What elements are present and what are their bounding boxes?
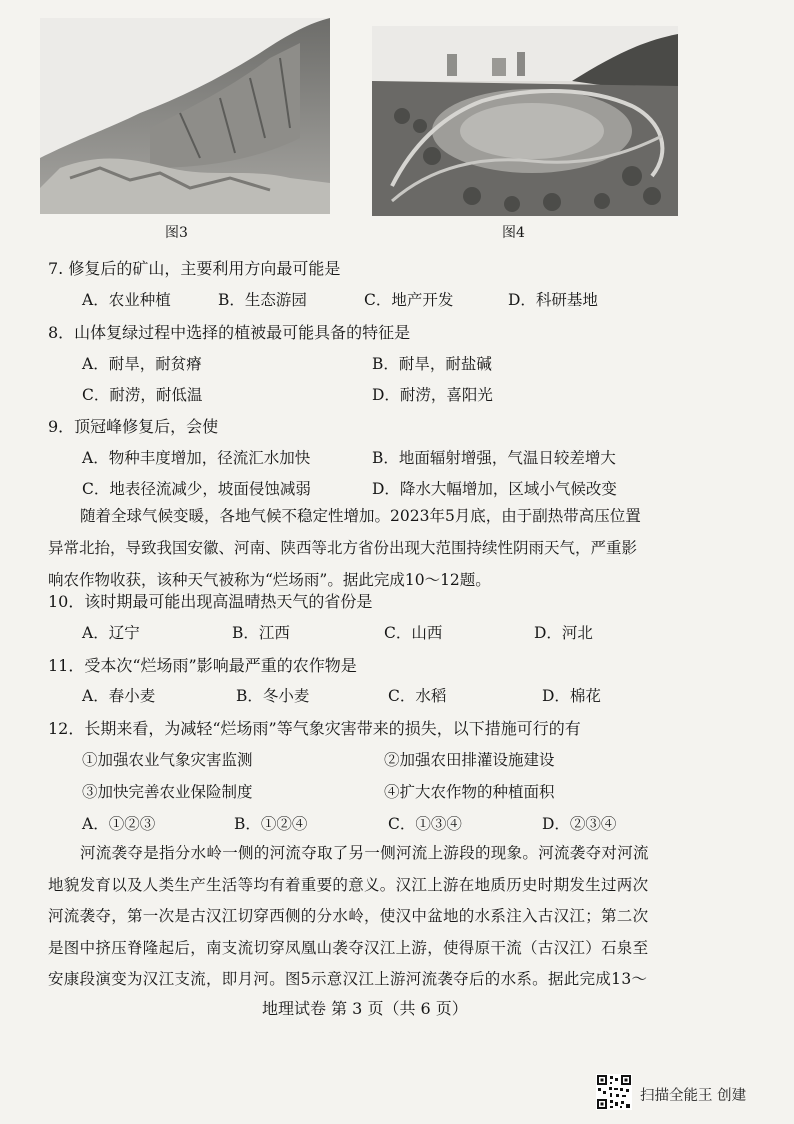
question-10-option-b: B．江西 — [232, 624, 290, 642]
question-11-option-a: A．春小麦 — [82, 687, 156, 705]
question-10-option-d: D．河北 — [534, 624, 593, 642]
figure-4-caption: 图4 — [502, 225, 525, 241]
passage-2-line-4: 是图中挤压脊隆起后，南支流切穿凤凰山袭夺汉江上游，使得原干流（古汉江）石泉至 — [48, 938, 649, 957]
passage-1 — [48, 500, 641, 596]
figure-3-illustration — [40, 18, 330, 214]
question-12-option-d: D．②③④ — [542, 815, 617, 833]
question-11-option-c: C．水稻 — [388, 687, 447, 705]
question-12-item-1: ①加强农业气象灾害监测 — [82, 751, 253, 769]
question-9-option-d: D．降水大幅增加，区域小气候改变 — [372, 480, 617, 498]
passage-2-line-1: 河流袭夺是指分水岭一侧的河流夺取了另一侧河流上游段的现象。河流袭夺对河流 — [80, 844, 649, 862]
figure-4-photo — [372, 26, 678, 216]
passage-2-line-2: 地貌发育以及人类生产生活等均有着重要的意义。汉江上游在地质历史时期发生过两次 — [48, 875, 649, 894]
question-8-option-a: A．耐旱，耐贫瘠 — [82, 355, 202, 373]
question-7-option-d: D．科研基地 — [508, 291, 598, 309]
question-11-stem: 11．受本次“烂场雨”影响最严重的农作物是 — [48, 656, 357, 675]
question-7-option-a: A．农业种植 — [82, 291, 171, 309]
question-9-option-c: C．地表径流减少，坡面侵蚀减弱 — [82, 480, 311, 498]
question-10-stem: 10．该时期最可能出现高温晴热天气的省份是 — [48, 592, 373, 611]
passage-2 — [48, 838, 649, 996]
question-12-option-b: B．①②④ — [234, 815, 308, 833]
question-7-stem: 7. 修复后的矿山，主要利用方向最可能是 — [48, 259, 341, 278]
passage-1-line-2: 异常北抬，导致我国安徽、河南、陕西等北方省份出现大范围持续性阴雨天气，严重影 — [48, 539, 638, 557]
figure-3-photo — [40, 18, 330, 214]
page-footer: 地理试卷 第 3 页（共 6 页） — [262, 999, 468, 1018]
question-7-option-c: C．地产开发 — [364, 291, 454, 309]
qr-code-icon — [596, 1074, 632, 1110]
figure-4-illustration — [372, 26, 678, 216]
question-9-stem: 9．顶冠峰修复后，会使 — [48, 417, 219, 436]
question-10-option-c: C．山西 — [384, 624, 443, 642]
question-9-option-a: A．物种丰度增加，径流汇水加快 — [82, 449, 311, 467]
question-8-option-b: B．耐旱，耐盐碱 — [372, 355, 492, 373]
question-9-option-b: B．地面辐射增强，气温日较差增大 — [372, 449, 616, 467]
question-12-item-4: ④扩大农作物的种植面积 — [384, 783, 555, 801]
passage-1-line-1: 随着全球气候变暖，各地气候不稳定性增加。2023年5月底，由于副热带高压位置 — [80, 507, 641, 525]
question-8-option-c: C．耐涝，耐低温 — [82, 386, 203, 404]
question-12-option-a: A．①②③ — [82, 815, 156, 833]
question-10-option-a: A．辽宁 — [82, 624, 140, 642]
question-12-item-3: ③加快完善农业保险制度 — [82, 783, 253, 801]
question-12-item-2: ②加强农田排灌设施建设 — [384, 751, 555, 769]
scanner-watermark-label: 扫描全能王 创建 — [640, 1088, 747, 1104]
question-7-option-b: B．生态游园 — [218, 291, 307, 309]
question-8-stem: 8．山体复绿过程中选择的植被最可能具备的特征是 — [48, 323, 411, 342]
passage-1-line-3: 响农作物收获，该种天气被称为“烂场雨”。据此完成10～12题。 — [48, 571, 491, 589]
question-11-option-b: B．冬小麦 — [236, 687, 310, 705]
question-12-stem: 12．长期来看，为减轻“烂场雨”等气象灾害带来的损失，以下措施可行的有 — [48, 719, 581, 738]
question-12-option-c: C．①③④ — [388, 815, 462, 833]
question-11-option-d: D．棉花 — [542, 687, 601, 705]
figure-3-caption: 图3 — [165, 225, 188, 241]
question-8-option-d: D．耐涝，喜阳光 — [372, 386, 493, 404]
passage-2-line-3: 河流袭夺，第一次是古汉江切穿西侧的分水岭，使汉中盆地的水系注入古汉江；第二次 — [48, 907, 649, 925]
passage-2-line-5: 安康段演变为汉江支流，即月河。图5示意汉江上游河流袭夺后的水系。据此完成13～ — [48, 970, 648, 988]
